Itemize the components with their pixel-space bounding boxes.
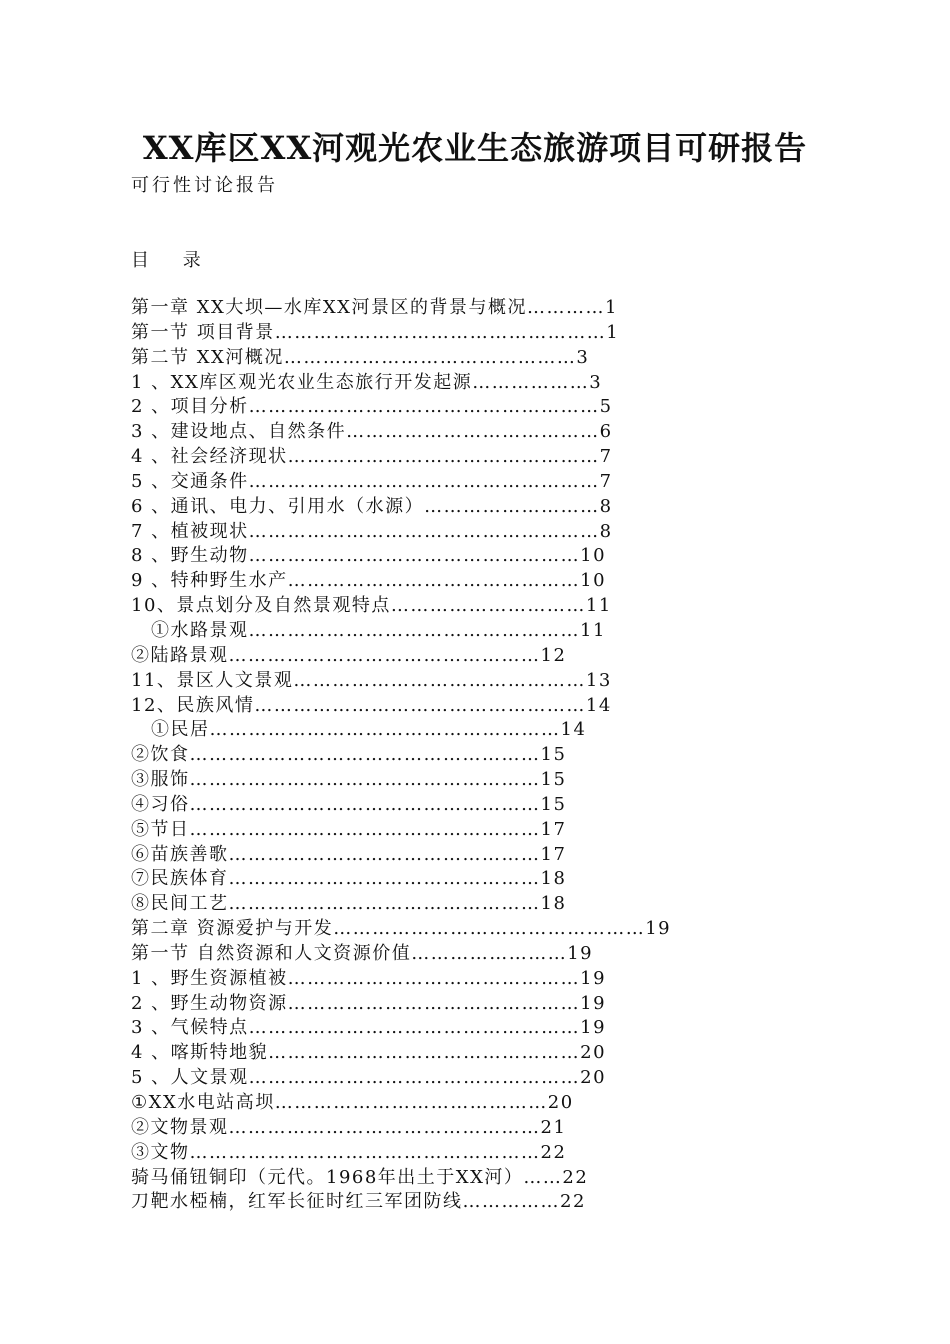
toc-entry-text: 7 、植被现状………………………………………………8 xyxy=(131,520,613,542)
toc-entry[interactable] xyxy=(131,867,771,892)
toc-entry-text: 3 、建设地点、自然条件…………………………………6 xyxy=(131,421,613,443)
toc-entry[interactable] xyxy=(131,967,771,992)
toc-entry-text: 第二节 XX河概况………………………………………3 xyxy=(131,346,590,368)
document-title: XX库区XX河观光农业生态旅游项目可研报告 xyxy=(142,129,808,167)
toc-entry[interactable] xyxy=(131,793,771,818)
toc-entry[interactable] xyxy=(131,445,771,470)
toc-entry-text: ①民居………………………………………………14 xyxy=(151,719,587,741)
toc-entry[interactable] xyxy=(131,619,771,644)
toc-entry-text: ②饮食………………………………………………15 xyxy=(131,744,567,766)
toc-heading: 目 录 xyxy=(131,250,215,271)
toc-entry[interactable] xyxy=(131,892,771,917)
toc-entry-text: ①XX水电站高坝……………………………………20 xyxy=(131,1092,574,1113)
toc-entry[interactable] xyxy=(131,544,771,569)
toc-entry[interactable] xyxy=(131,520,771,545)
toc-entry[interactable] xyxy=(131,843,771,868)
toc-entry[interactable] xyxy=(131,495,771,520)
toc-entry[interactable] xyxy=(131,644,771,669)
toc-entry-text: 6 、通讯、电力、引用水（水源）………………………8 xyxy=(131,495,613,517)
toc-entry[interactable] xyxy=(131,420,771,445)
toc-entry[interactable] xyxy=(131,569,771,594)
toc-entry-text: 1 、野生资源植被………………………………………19 xyxy=(131,967,607,989)
toc-entry-text: 刀靶水椏楠，红军长征时红三军团防线……………22 xyxy=(131,1191,586,1213)
toc-entry[interactable] xyxy=(131,395,771,420)
toc-entry[interactable] xyxy=(131,1066,771,1091)
toc-entry-text: 第一节 自然资源和人文资源价值……………………19 xyxy=(131,942,594,964)
toc-entry[interactable] xyxy=(131,768,771,793)
toc-entry-text: ⑥苗族善歌…………………………………………17 xyxy=(131,843,567,865)
toc-entry[interactable] xyxy=(131,917,771,942)
toc-entry-text: ③服饰………………………………………………15 xyxy=(131,769,567,791)
toc-entry-text: 5 、交通条件………………………………………………7 xyxy=(131,470,613,492)
toc-entry[interactable] xyxy=(131,1166,771,1191)
toc-entry-text: 11、景区人文景观………………………………………13 xyxy=(131,669,612,691)
toc-entry-text: ④习俗………………………………………………15 xyxy=(131,793,567,815)
toc-entry[interactable] xyxy=(131,743,771,768)
toc-entry[interactable] xyxy=(131,669,771,694)
toc-entry[interactable] xyxy=(131,1016,771,1041)
toc-entry-text: 第二章 资源爱护与开发…………………………………………19 xyxy=(131,918,672,940)
toc-entry-text: 4 、社会经济现状…………………………………………7 xyxy=(131,446,613,468)
toc-entry-text: 12、民族风情……………………………………………14 xyxy=(131,694,612,716)
toc-entry-text: 10、景点划分及自然景观特点…………………………11 xyxy=(131,595,612,617)
toc-entry-text: 9 、特种野生水产………………………………………10 xyxy=(131,570,607,592)
table-of-contents xyxy=(131,296,771,1215)
toc-entry-text: 第一章 XX大坝—水库XX河景区的背景与概况…………1 xyxy=(131,297,618,318)
toc-entry-text: ⑧民间工艺…………………………………………18 xyxy=(131,893,567,915)
toc-entry[interactable] xyxy=(131,818,771,843)
toc-entry-text: ②文物景观…………………………………………21 xyxy=(131,1116,567,1138)
toc-entry-text: 4 、喀斯特地貌…………………………………………20 xyxy=(131,1042,607,1064)
toc-entry[interactable] xyxy=(131,718,771,743)
toc-entry[interactable] xyxy=(131,694,771,719)
toc-entry-text: 第一节 项目背景……………………………………………1 xyxy=(131,321,620,343)
toc-entry[interactable] xyxy=(131,1116,771,1141)
toc-entry[interactable] xyxy=(131,942,771,967)
toc-entry-text: 8 、野生动物……………………………………………10 xyxy=(131,545,607,567)
toc-entry-text: 2 、野生动物资源………………………………………19 xyxy=(131,992,607,1014)
toc-entry-text: ②陆路景观…………………………………………12 xyxy=(131,644,567,666)
toc-entry-text: 5 、人文景观……………………………………………20 xyxy=(131,1067,607,1089)
toc-entry-text: ⑤节日………………………………………………17 xyxy=(131,818,567,840)
toc-entry[interactable] xyxy=(131,321,771,346)
toc-entry[interactable] xyxy=(131,594,771,619)
toc-entry[interactable] xyxy=(131,1141,771,1166)
toc-entry[interactable] xyxy=(131,1091,771,1116)
document-subtitle: 可行性讨论报告 xyxy=(131,175,278,196)
toc-entry[interactable] xyxy=(131,992,771,1017)
toc-entry[interactable] xyxy=(131,1041,771,1066)
toc-entry-text: ③文物………………………………………………22 xyxy=(131,1141,567,1163)
toc-entry-text: 2 、项目分析………………………………………………5 xyxy=(131,396,613,418)
toc-entry-text: 1 、XX库区观光农业生态旅行开发起源………………3 xyxy=(131,371,603,393)
toc-entry[interactable] xyxy=(131,1190,771,1215)
toc-entry-text: 骑马俑钮铜印（元代。1968年出土于XX河）……22 xyxy=(131,1166,589,1188)
toc-entry[interactable] xyxy=(131,371,771,396)
toc-entry-text: 3 、气候特点……………………………………………19 xyxy=(131,1017,607,1039)
toc-entry-text: ⑦民族体育…………………………………………18 xyxy=(131,868,567,890)
toc-entry[interactable] xyxy=(131,470,771,495)
toc-entry[interactable] xyxy=(131,296,771,321)
toc-entry-text: ①水路景观……………………………………………11 xyxy=(151,619,606,641)
toc-entry[interactable] xyxy=(131,346,771,371)
